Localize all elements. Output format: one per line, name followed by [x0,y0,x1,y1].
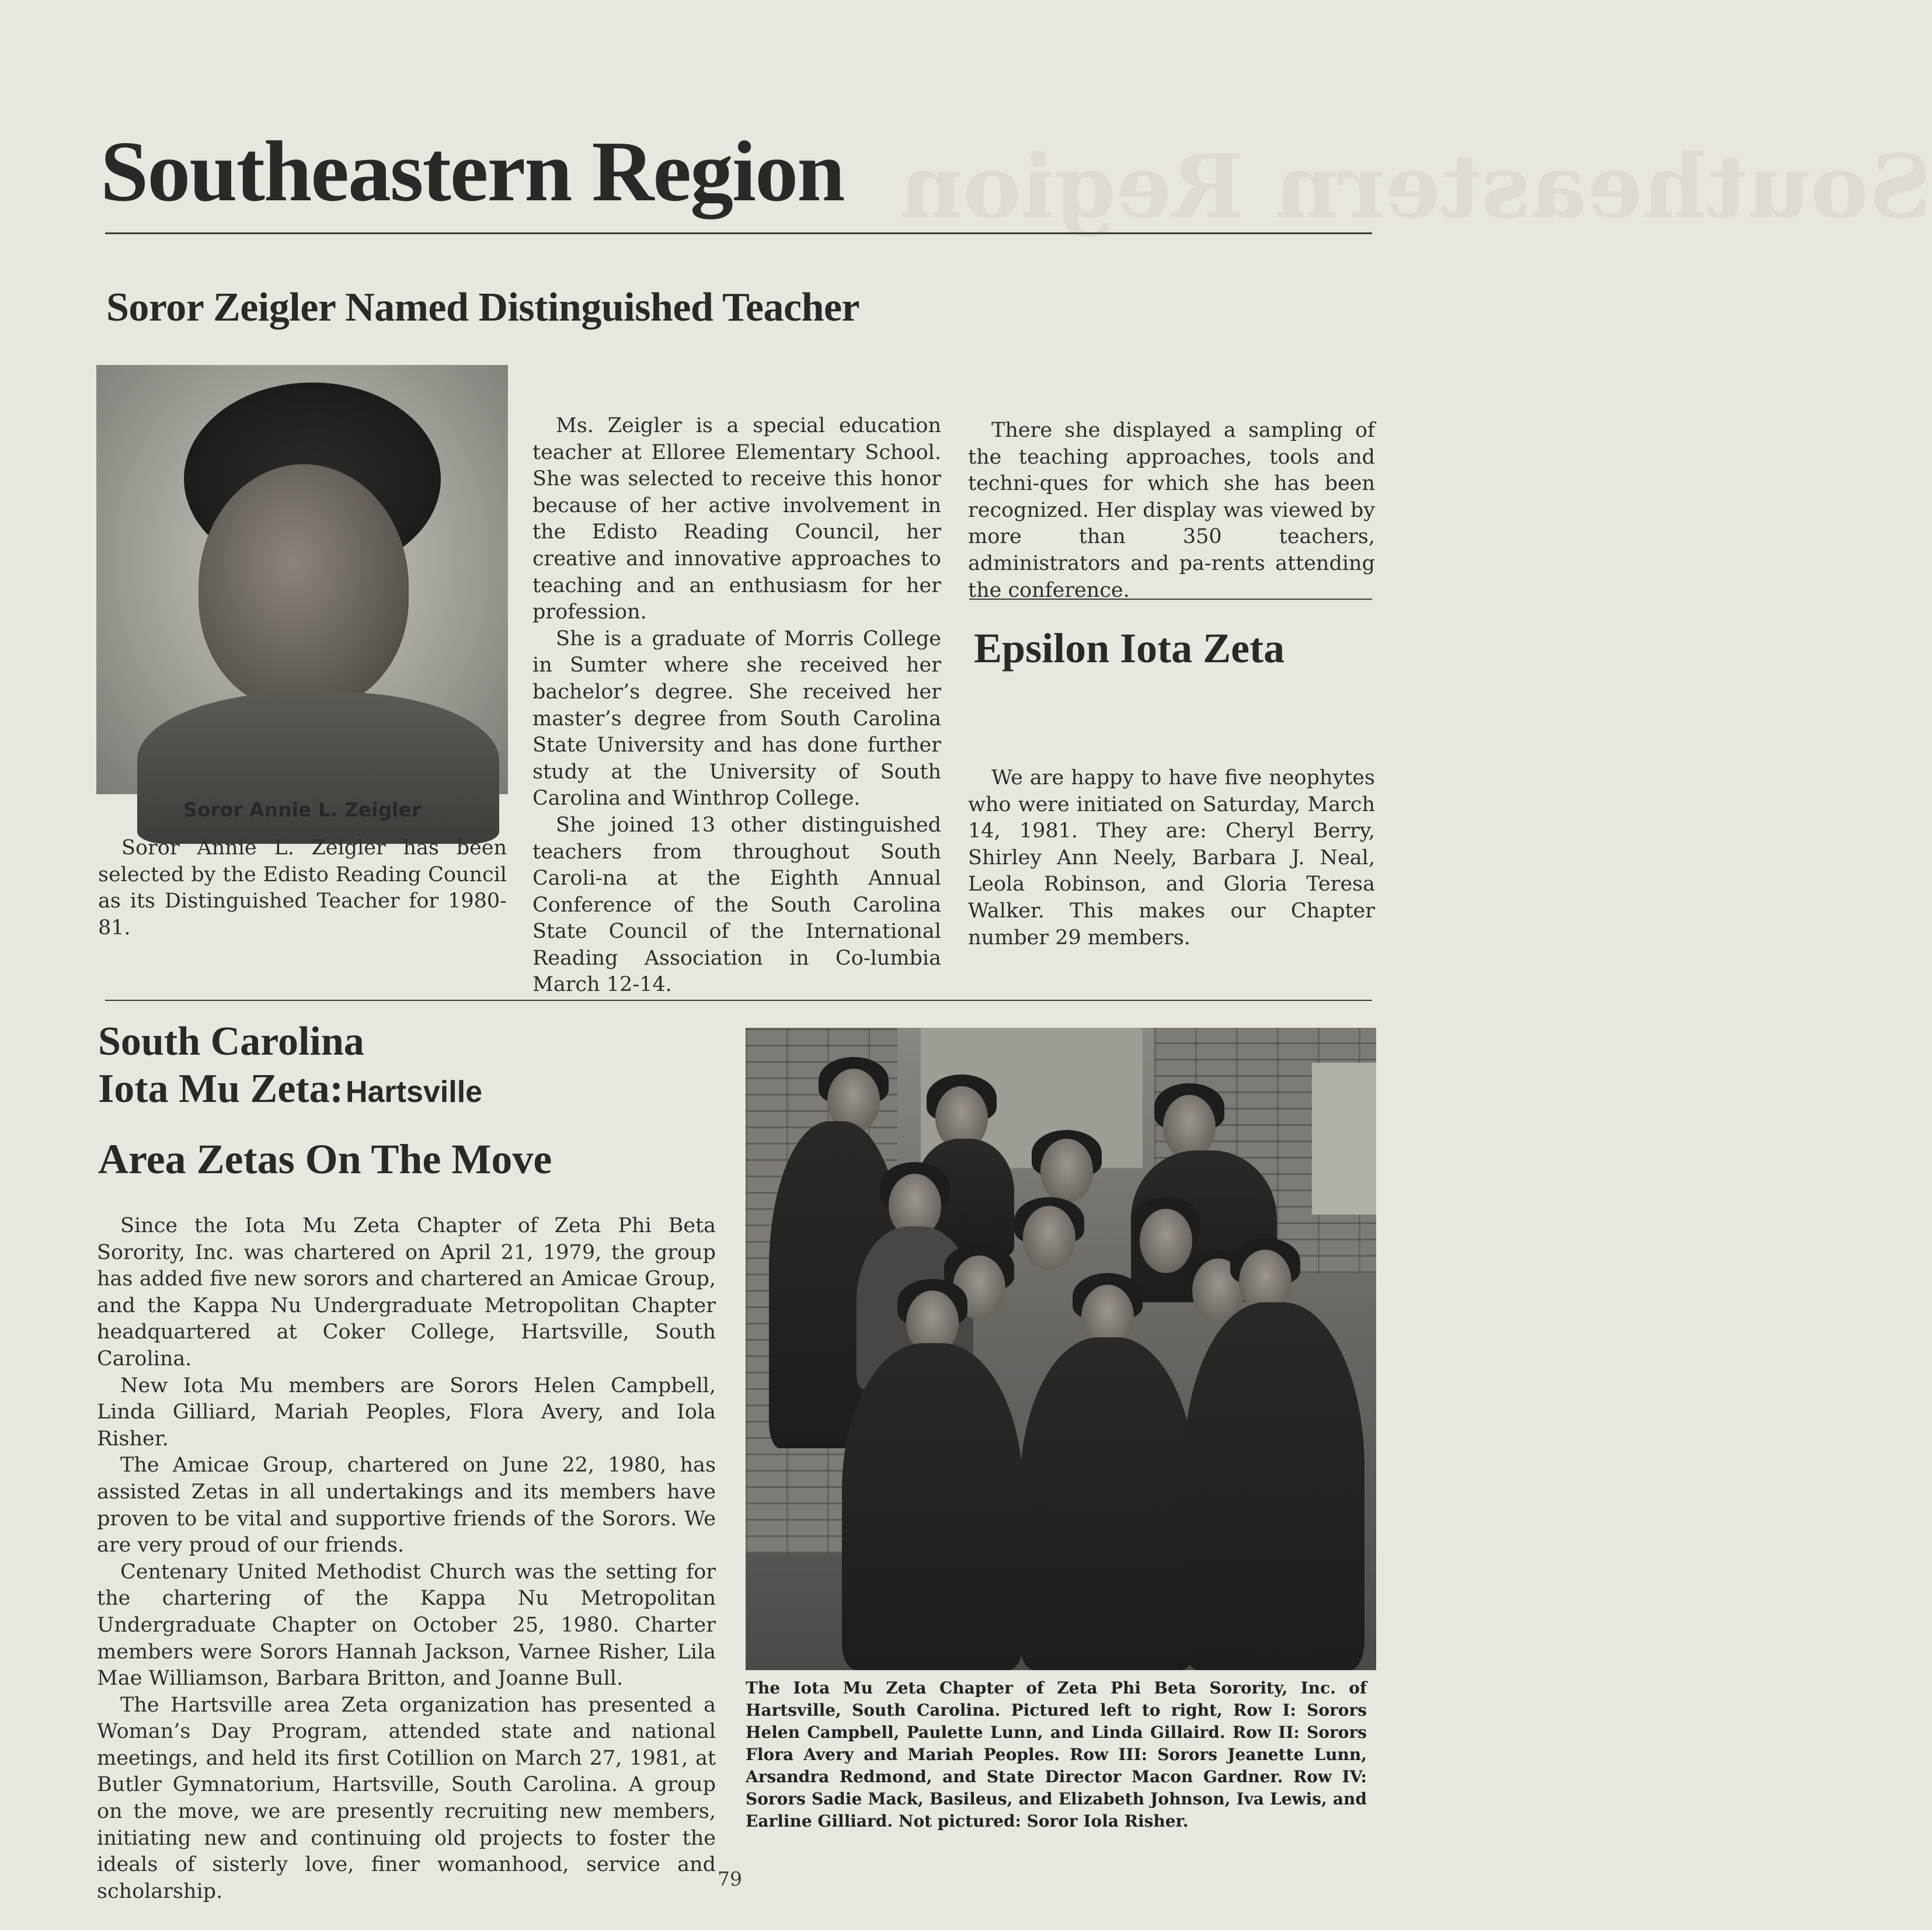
paragraph: She joined 13 other distinguished teachers from throughout South Caroli-na at the Eighth Annual Conference of the South Carolina State Council of the International Reading Association in Co-lumbia March 12-14. [532,813,941,997]
bleed-through-title: Southeastern Region [899,135,1932,238]
article-epsilon-headline: Epsilon Iota Zeta [974,625,1285,672]
member-body [1183,1302,1364,1670]
member-face [1140,1209,1192,1273]
article-zeigler-lead [98,835,507,941]
member-face [1163,1095,1216,1159]
paragraph: Since the Iota Mu Zeta Chapter of Zeta Phi Beta Sorority, Inc. was chartered on April 21, 1979, the group has added five new sorors and chartered an Amicae Group, and the Kappa Nu Undergraduate Metropolitan Chapter headquartered at Coker College, Hartsville, South Carolina. [97,1214,716,1371]
paragraph: She is a graduate of Morris College in Sumter where she received her bachelor’s degree. She received her master’s degree from South Carolina State University and has done further study at the University of South Carolina and Winthrop College. [532,627,941,811]
article-zeigler-lead-text: Soror Annie L. Zeigler has been selected by the Edisto Reading Council as its Distinguished Teacher for 1980-81. [98,836,507,940]
article-hartsville-state: South Carolina [98,1019,364,1064]
title-divider [105,232,1372,234]
article-hartsville-body [97,1213,716,1905]
member-face [1040,1139,1093,1203]
group-photo [746,1028,1376,1670]
portrait-shoulders [137,692,499,844]
portrait-caption: Soror Annie L. Zeigler [183,798,422,821]
member-body [1020,1337,1195,1670]
column-3-divider [969,599,1372,600]
page-title: Southeastern Region [100,124,844,220]
paragraph: The Amicae Group, chartered on June 22, 1980, has assisted Zetas in all undertakings and its members have proven to be vital and supportive friends of the Sorors. We are very proud of our friends. [97,1453,716,1557]
member-body [842,1343,1023,1670]
article-hartsville-headline: Area Zetas On The Move [98,1136,552,1183]
article-zeigler-column-3 [968,418,1375,604]
article-zeigler-headline: Soror Zeigler Named Distinguished Teacher [106,285,860,330]
page-number: 79 [718,1868,742,1890]
article-hartsville-city: Hartsville [345,1075,483,1109]
paragraph: The Hartsville area Zeta organization has presented a Woman’s Day Program, attended state and national meetings, and held its first Cotillion on March 27, 1981, at Butler Gymnatorium, Hartsville, South Carolina. A group on the move, we are presently recruiting new members, initiating new and continuing old projects to foster the ideals of sisterly love, finer womanhood, service and scholarship. [97,1693,716,1903]
portrait-photo [96,365,508,794]
section-divider [105,1000,1372,1001]
article-epsilon-body [968,765,1375,951]
article-hartsville-chapter-line [98,1066,482,1112]
paragraph: There she displayed a sampling of the teaching approaches, tools and techni-ques for which she has been recognized. Her display was viewed by more than 350 teachers, administrators and pa-rents attending the conference. [968,419,1375,602]
paragraph: New Iota Mu members are Sorors Helen Campbell, Linda Gilliard, Mariah Peoples, Flora Avery, and Iola Risher. [97,1373,716,1451]
portrait-face [199,464,409,710]
paragraph: We are happy to have five neophytes who were initiated on Saturday, March 14, 1981. They are: Cheryl Berry, Shirley Ann Neely, Barbara J. Neal, Leola Robinson, and Gloria Teresa Walker. This makes our Chapter number 29 members. [968,766,1375,950]
article-zeigler-column-2 [532,413,941,999]
member-face [1023,1206,1075,1270]
group-photo-caption: The Iota Mu Zeta Chapter of Zeta Phi Beta Sorority, Inc. of Hartsville, South Carolina. Pictured left to right, Row I: Sorors Helen Campbell, Paulette Lunn, and Linda Gillaird. Row II: Sorors Flora Avery and Mariah Peoples. Row III: Sorors Jeanette Lunn, Arsandra Redmond, and State Director Macon Gardner. Row IV: Sorors Sadie Mack, Basileus, and Elizabeth Johnson, Iva Lewis, and Earline Gilliard. Not pictured: Soror Iola Risher. [746,1678,1367,1831]
paragraph: Centenary United Methodist Church was the setting for the chartering of the Kappa Nu Metropolitan Undergraduate Chapter on October 25, 1980. Charter members were Sorors Hannah Jackson, Varnee Risher, Lila Mae Williamson, Barbara Britton, and Joanne Bull. [97,1560,716,1691]
article-hartsville-chapter: Iota Mu Zeta: [98,1066,343,1111]
photo-window-right [1312,1063,1376,1215]
paragraph: Ms. Zeigler is a special education teacher at Elloree Elementary School. She was selected to receive this honor because of her active involvement in the Edisto Reading Council, her creative and innovative approaches to teaching and an enthusiasm for her profession. [532,414,941,624]
